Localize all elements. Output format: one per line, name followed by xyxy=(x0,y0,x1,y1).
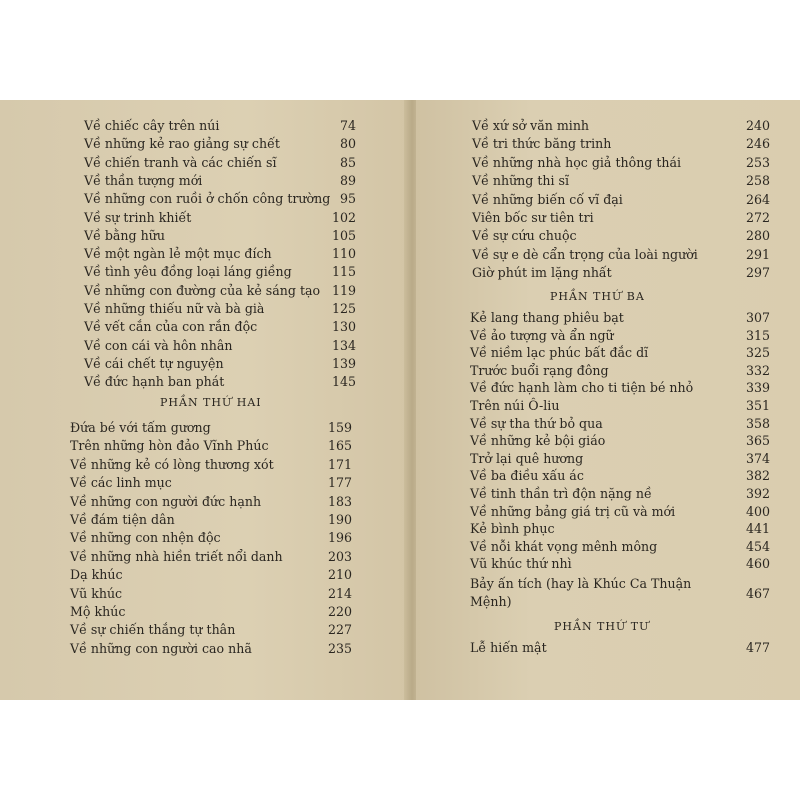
entry-title: Về cái chết tự nguyện xyxy=(84,355,224,371)
entry-page-number: 159 xyxy=(327,420,352,435)
entry-title: Về những thi sĩ xyxy=(472,173,570,189)
entry-page-number: 280 xyxy=(745,228,770,244)
entry-title-line2: Mệnh) xyxy=(470,594,512,609)
entry-page-number: 291 xyxy=(745,246,770,262)
entry-title: Về nỗi khát vọng mênh mông xyxy=(470,538,658,554)
entry-title: Về xứ sở văn minh xyxy=(472,118,590,133)
entry-title: Về tình yêu đồng loại láng giềng xyxy=(84,264,292,280)
entry-title: Lễ hiến mật xyxy=(470,640,547,655)
entry-title: Về sự chiến thắng tự thân xyxy=(70,622,236,638)
entry-page-number: 441 xyxy=(745,521,770,537)
entry-page-number: 110 xyxy=(331,246,356,262)
entry-title: Giờ phút im lặng nhất xyxy=(472,265,612,281)
entry-page-number: 130 xyxy=(331,319,356,335)
entry-page-number: 325 xyxy=(745,345,770,361)
entry-page-number: 210 xyxy=(327,567,352,583)
entry-title: Về những con đường của kẻ sáng tạo xyxy=(84,282,321,298)
entry-page-number: 145 xyxy=(331,374,356,390)
entry-page-number: 177 xyxy=(327,475,352,491)
entry-title: Về những con người đức hạnh xyxy=(70,493,262,509)
entry-title: Trên những hòn đảo Vĩnh Phúc xyxy=(70,438,269,454)
entry-title: Vũ khúc thứ nhì xyxy=(470,556,572,572)
entry-title: Về những kẻ có lòng thương xót xyxy=(70,456,274,472)
entry-page-number: 307 xyxy=(745,310,770,325)
entry-page-number: 119 xyxy=(331,282,356,298)
entry-title: Về vết cắn của con rắn độc xyxy=(84,319,258,335)
entry-page-number: 240 xyxy=(745,118,770,133)
entry-title: Viên bốc sư tiên tri xyxy=(472,210,594,225)
entry-page-number: 264 xyxy=(745,191,770,207)
part4-heading: PHẦN THỨ TƯ xyxy=(554,620,650,633)
entry-page-number: 351 xyxy=(745,398,770,413)
right-page xyxy=(416,100,800,700)
entry-page-number: 165 xyxy=(327,438,352,454)
left-page xyxy=(0,100,408,700)
entry-page-number: 196 xyxy=(327,530,352,546)
entry-title: Vũ khúc xyxy=(70,585,123,601)
part3-heading: PHẦN THỨ BA xyxy=(550,290,645,303)
entry-title: Về các linh mục xyxy=(70,475,172,491)
entry-title: Về niềm lạc phúc bất đắc dĩ xyxy=(470,345,649,361)
entry-title: Dạ khúc xyxy=(70,567,123,583)
entry-title: Về đám tiện dân xyxy=(70,512,175,527)
entry-page-number: 365 xyxy=(745,433,770,449)
entry-page-number: 102 xyxy=(331,209,356,225)
open-book xyxy=(0,100,800,700)
entry-page-number: 374 xyxy=(745,450,770,466)
entry-title: Về những nhà học giả thông thái xyxy=(472,154,682,170)
entry-page-number: 74 xyxy=(339,118,356,133)
entry-page-number: 139 xyxy=(331,355,356,371)
entry-page-number: 134 xyxy=(331,337,356,353)
entry-page-number: 467 xyxy=(745,586,770,601)
entry-title: Về những biến cố vĩ đại xyxy=(472,191,623,207)
entry-title: Về con cái và hôn nhân xyxy=(84,337,233,353)
entry-title: Về sự trinh khiết xyxy=(84,209,192,225)
entry-title: Về đức hạnh ban phát xyxy=(84,374,225,390)
part2-heading: PHẦN THỨ HAI xyxy=(160,396,262,409)
entry-title: Về những nhà hiền triết nổi danh xyxy=(70,548,283,564)
entry-title: Về đức hạnh làm cho ti tiện bé nhỏ xyxy=(470,380,694,396)
entry-title: Mộ khúc xyxy=(70,604,126,619)
entry-title: Về tinh thần trì độn nặng nề xyxy=(470,486,652,501)
entry-title: Kẻ bình phục xyxy=(470,521,555,537)
entry-page-number: 297 xyxy=(745,265,770,281)
entry-title: Về sự e dè cẩn trọng của loài người xyxy=(472,246,698,262)
entry-page-number: 258 xyxy=(745,173,770,189)
entry-title: Kẻ lang thang phiêu bạt xyxy=(470,310,624,325)
entry-title: Về bằng hữu xyxy=(84,227,165,243)
entry-page-number: 105 xyxy=(331,227,356,243)
entry-page-number: 460 xyxy=(745,556,770,572)
entry-page-number: 214 xyxy=(327,585,352,601)
entry-title: Về những con nhện độc xyxy=(70,530,221,546)
entry-page-number: 190 xyxy=(327,512,352,527)
entry-page-number: 332 xyxy=(745,362,770,378)
entry-page-number: 400 xyxy=(745,503,770,519)
entry-title: Về những bảng giá trị cũ và mới xyxy=(470,503,676,519)
entry-title: Đứa bé với tấm gương xyxy=(70,420,211,435)
entry-title: Về sự cứu chuộc xyxy=(472,228,577,244)
entry-page-number: 477 xyxy=(745,640,770,655)
entry-page-number: 203 xyxy=(327,548,352,564)
entry-page-number: 183 xyxy=(327,493,352,509)
entry-title: Về một ngàn lẻ một mục đích xyxy=(84,246,272,262)
entry-title: Trở lại quê hương xyxy=(470,450,584,466)
entry-title: Về thần tượng mới xyxy=(84,172,203,188)
entry-page-number: 454 xyxy=(745,538,770,554)
entry-title: Trên núi Ô-liu xyxy=(470,398,560,413)
toc-entry-long xyxy=(470,576,770,610)
entry-title-line1: Bảy ấn tích (hay là Khúc Ca Thuận xyxy=(470,576,692,591)
entry-title: Về những con ruồi ở chốn công trường xyxy=(84,191,331,207)
entry-page-number: 339 xyxy=(745,380,770,396)
entry-title: Về những con người cao nhã xyxy=(70,640,252,656)
entry-page-number: 253 xyxy=(745,154,770,170)
entry-title: Về những thiếu nữ và bà già xyxy=(84,301,265,316)
entry-page-number: 220 xyxy=(327,604,352,619)
entry-title: Về tri thức băng trinh xyxy=(472,136,612,152)
entry-page-number: 246 xyxy=(745,136,770,152)
entry-page-number: 382 xyxy=(745,468,770,484)
entry-page-number: 227 xyxy=(327,622,352,638)
entry-page-number: 89 xyxy=(339,172,356,188)
entry-page-number: 315 xyxy=(745,327,770,343)
entry-page-number: 392 xyxy=(745,486,770,501)
entry-title: Về chiến tranh và các chiến sĩ xyxy=(84,154,277,170)
entry-page-number: 171 xyxy=(327,456,352,472)
entry-page-number: 80 xyxy=(339,136,356,152)
entry-page-number: 125 xyxy=(331,301,356,316)
entry-page-number: 115 xyxy=(331,264,356,280)
entry-page-number: 358 xyxy=(745,415,770,431)
entry-page-number: 235 xyxy=(327,640,352,656)
entry-title: Về ảo tượng và ẩn ngữ xyxy=(470,327,614,343)
entry-page-number: 272 xyxy=(745,210,770,225)
entry-page-number: 85 xyxy=(339,154,356,170)
entry-page-number: 95 xyxy=(339,191,356,207)
entry-title: Về chiếc cây trên núi xyxy=(84,118,220,133)
entry-title: Về những kẻ bội giáo xyxy=(470,433,606,449)
entry-title: Trước buổi rạng đông xyxy=(470,362,609,378)
entry-title: Về những kẻ rao giảng sự chết xyxy=(84,136,280,152)
entry-title: Về sự tha thứ bỏ qua xyxy=(470,415,603,431)
entry-title: Về ba điều xấu ác xyxy=(470,468,584,484)
